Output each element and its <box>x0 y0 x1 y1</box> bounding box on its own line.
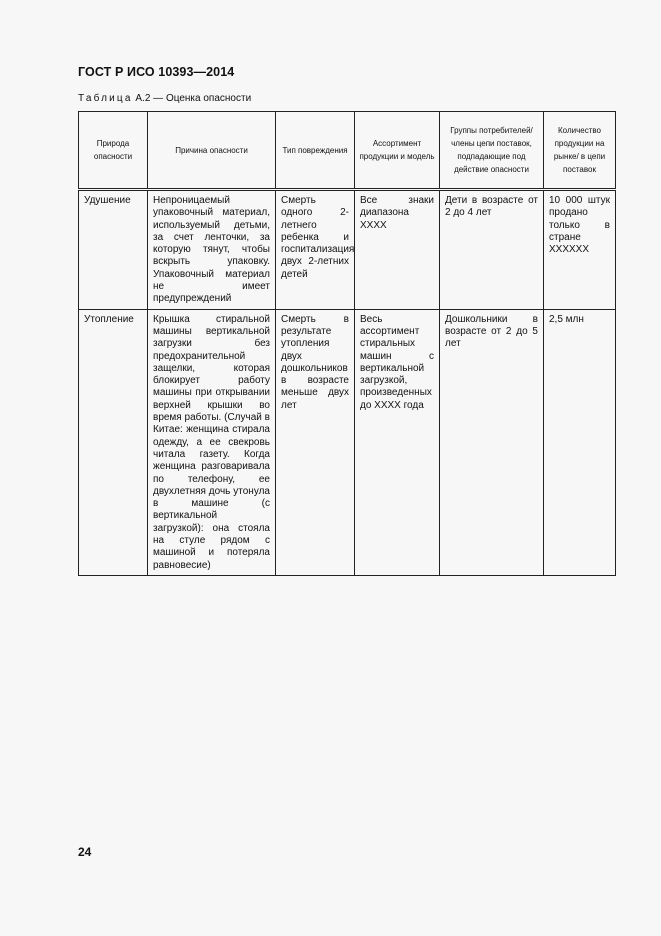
hazard-assessment-table <box>78 111 616 576</box>
cell-nature: Утопление <box>79 309 148 575</box>
column-header-quantity: Количество продукции на рынке/ в цепи поставок <box>544 112 616 190</box>
table-header-row <box>79 112 616 190</box>
page-number: 24 <box>78 845 92 859</box>
cell-nature: Удушение <box>79 190 148 310</box>
table-row <box>79 190 616 310</box>
cell-damage: Смерть одного 2-летнего ребенка и госпитализация двух 2-летних детей <box>276 190 355 310</box>
column-header-assortment: Ассортимент продукции и модель <box>355 112 440 190</box>
cell-quantity: 2,5 млн <box>544 309 616 575</box>
cell-consumers: Дошкольники в возрасте от 2 до 5 лет <box>440 309 544 575</box>
column-header-cause: Причина опасности <box>148 112 276 190</box>
cell-quantity: 10 000 штук продано только в стране XXXXXX <box>544 190 616 310</box>
cell-assortment: Все знаки диапазона XXXX <box>355 190 440 310</box>
column-header-damage: Тип повреждения <box>276 112 355 190</box>
document-title: ГОСТ Р ИСО 10393—2014 <box>78 65 235 79</box>
table-row <box>79 309 616 575</box>
table-caption <box>78 93 251 104</box>
cell-damage: Смерть в результате утопления двух дошкольников в возрасте меньше двух лет <box>276 309 355 575</box>
cell-cause: Крышка стиральной машины вертикальной загрузки без предохранительной защелки, которая блокирует работу машины при открывании верхней крышки во время работы. (Случай в Китае: женщина стирала одежду, а ее свекровь читала газету. Когда женщина разговаривала по телефону, ее двухлетняя дочь утонула в машине (с вертикальной загрузкой): она стояла на стуле рядом с машиной и потеряла равновесие) <box>148 309 276 575</box>
cell-cause: Непроницаемый упаковочный материал, используемый детьми, за счет ленточки, за которую тянут, чтобы вскрыть упаковку. Упаковочный материал не имеет предупреждений <box>148 190 276 310</box>
column-header-consumers: Группы потребителей/ члены цепи поставок, подпадающие под действие опасности <box>440 112 544 190</box>
cell-consumers: Дети в возрасте от 2 до 4 лет <box>440 190 544 310</box>
column-header-nature: Природа опасности <box>79 112 148 190</box>
table-caption-label: Таблица <box>78 93 133 104</box>
cell-assortment: Весь ассортимент стиральных машин с вертикальной загрузкой, произведенных до XXXX года <box>355 309 440 575</box>
table-caption-text: А.2 — Оценка опасности <box>135 93 252 104</box>
